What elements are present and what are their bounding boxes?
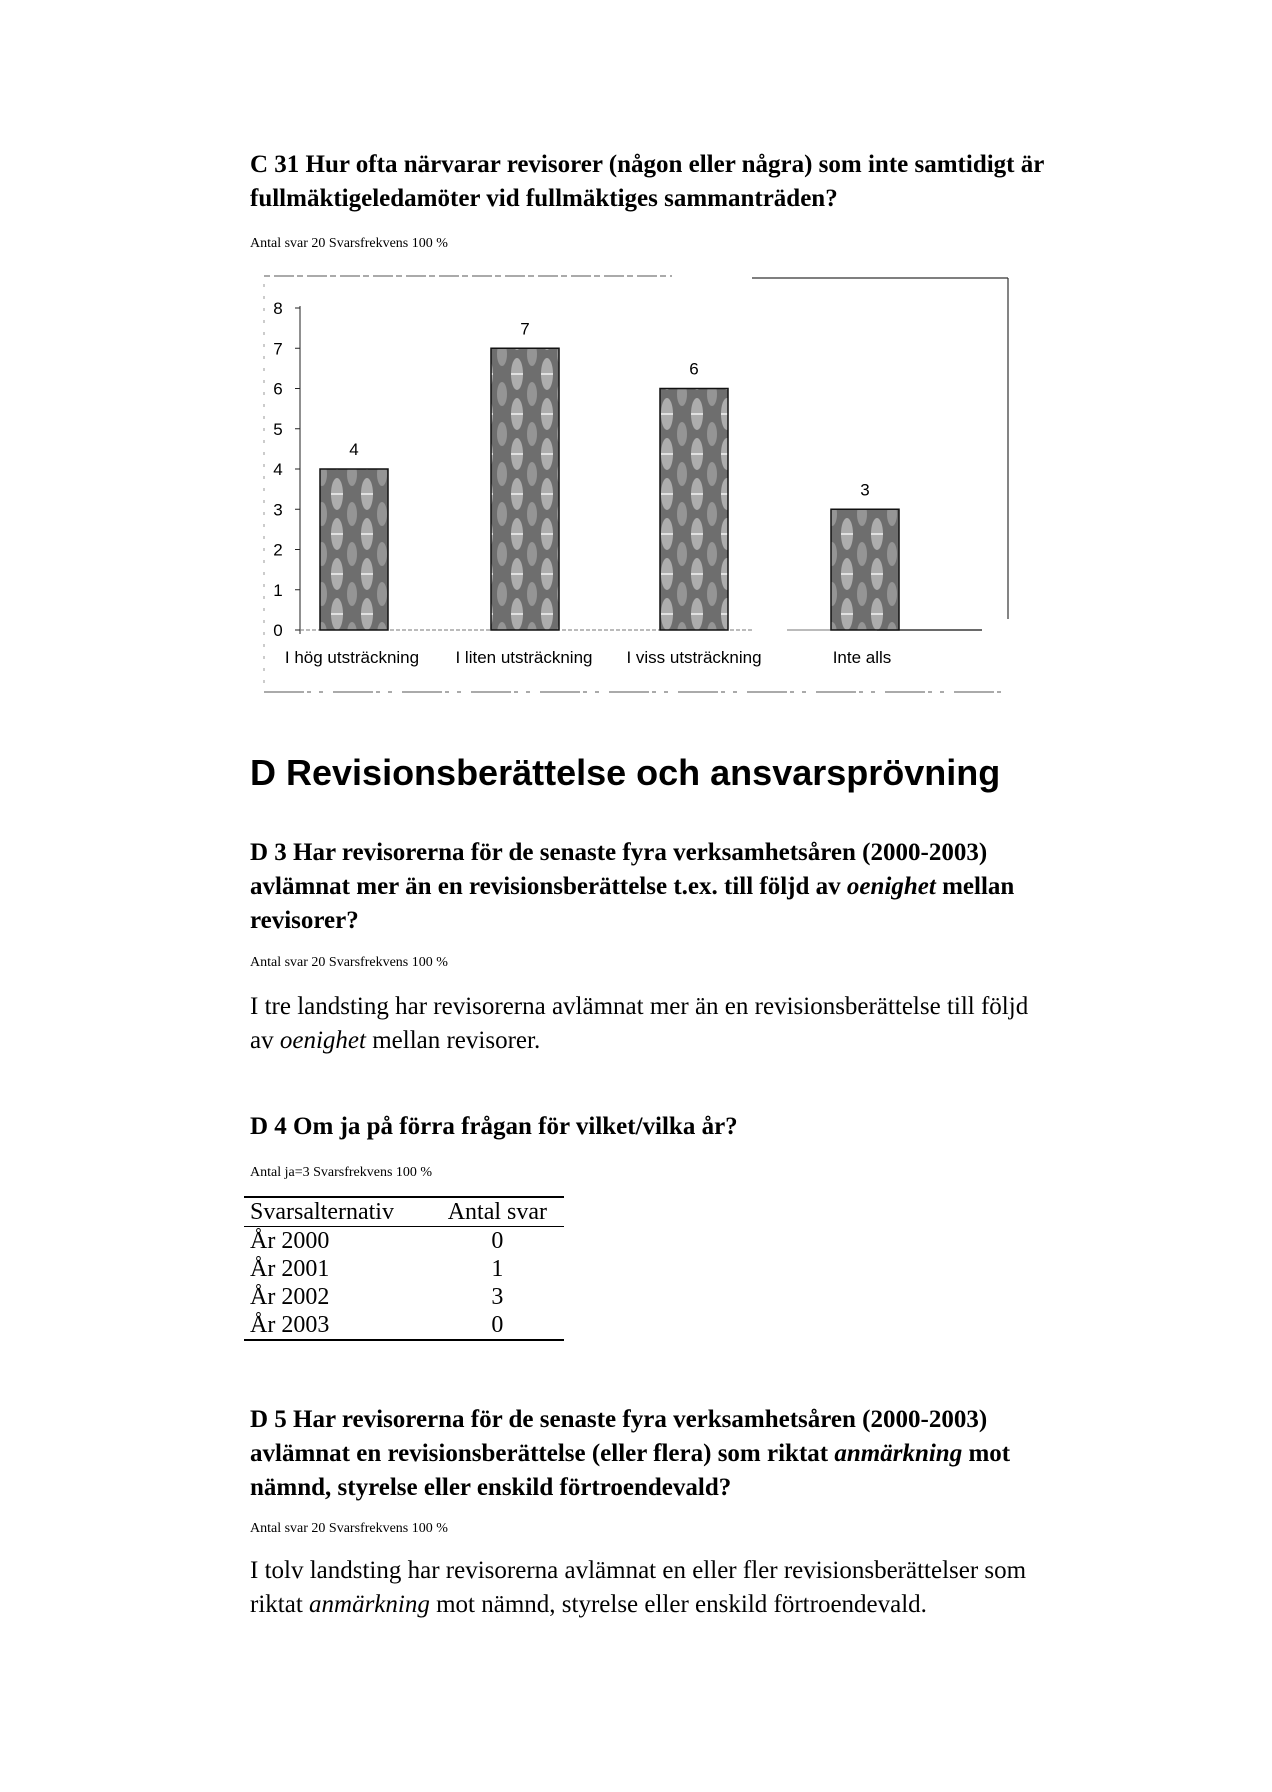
table-row <box>244 1255 564 1283</box>
question-d5-title-line2-part2: mot <box>962 1440 1011 1467</box>
question-c31-title <box>250 148 1150 216</box>
y-tick-label: 3 <box>273 500 283 520</box>
y-tick-label: 1 <box>273 580 283 600</box>
question-d5-answer <box>250 1554 1150 1622</box>
question-d5-title-line3: nämnd, styrelse eller enskild förtroendevald? <box>250 1474 732 1501</box>
table-row <box>244 1311 564 1340</box>
question-d5-meta: Antal svar 20 Svarsfrekvens 100 % <box>250 1521 448 1536</box>
category-label: I viss utsträckning <box>626 648 762 667</box>
question-d3-title-emphasis: oenighet <box>846 873 936 900</box>
question-d3-title-line2-part1: avlämnat mer än en revisionsberättelse t.ex. till följd av <box>250 873 847 900</box>
question-d3-title-line3: revisorer? <box>250 907 359 934</box>
y-tick-label: 4 <box>273 460 283 479</box>
answers-table-header-row <box>244 1197 564 1227</box>
bar-chart-svg <box>262 274 1010 694</box>
table-cell-count: 0 <box>491 1228 504 1254</box>
table-cell-count: 3 <box>491 1284 504 1310</box>
question-d5-title-line2 <box>250 1437 1150 1471</box>
bar-1 <box>320 469 388 630</box>
y-tick-label: 5 <box>273 419 283 439</box>
y-tick-label: 7 <box>273 339 283 359</box>
question-d3-title-line1: D 3 Har revisorerna för de senaste fyra verksamhetsåren (2000-2003) <box>250 839 988 866</box>
question-c31-title-line1: C 31 Hur ofta närvarar revisorer (någon eller några) som inte samtidigt är <box>250 151 1045 178</box>
question-d5-title-line1: D 5 Har revisorerna för de senaste fyra verksamhetsåren (2000-2003) <box>250 1406 988 1433</box>
question-d4-title: D 4 Om ja på förra frågan för vilket/vilka år? <box>250 1113 738 1140</box>
bar-4 <box>831 509 899 630</box>
table-cell-option: År 2001 <box>250 1256 330 1282</box>
question-d3-title-line2 <box>250 870 1150 904</box>
table-cell-count: 0 <box>491 1312 504 1338</box>
bar-value-label: 7 <box>520 319 530 339</box>
question-d5-answer-line2-part2: mot nämnd, styrelse eller enskild förtroendevald. <box>429 1591 927 1618</box>
question-d5-title <box>250 1403 1150 1505</box>
category-label: Inte alls <box>832 648 892 667</box>
question-d4-meta: Antal ja=3 Svarsfrekvens 100 % <box>250 1165 433 1180</box>
table-cell-count: 1 <box>491 1256 504 1282</box>
bar-value-label: 3 <box>860 480 870 500</box>
question-d3-answer-line2-part1: av <box>250 1027 280 1054</box>
question-d5-title-emphasis: anmärkning <box>834 1440 963 1467</box>
y-tick-label: 0 <box>273 621 283 640</box>
question-d5-title-line2-part1: avlämnat en revisionsberättelse (eller flera) som riktat <box>250 1440 835 1467</box>
question-d3-title <box>250 836 1150 938</box>
answers-table <box>244 1196 564 1341</box>
y-tick-label: 6 <box>273 379 283 399</box>
category-label: I hög utsträckning <box>284 648 420 667</box>
question-d3-title-line2-part2: mellan <box>935 873 1015 900</box>
answers-table-header-count: Antal svar <box>447 1199 548 1225</box>
question-d3-answer-line2-part2: mellan revisorer. <box>365 1027 541 1054</box>
table-cell-option: År 2003 <box>250 1312 330 1338</box>
bar-2 <box>491 348 559 630</box>
question-c31-title-line2: fullmäktigeledamöter vid fullmäktiges sammanträden? <box>250 185 838 212</box>
category-label: I liten utsträckning <box>455 648 593 667</box>
table-cell-option: År 2000 <box>250 1228 330 1254</box>
section-d-heading: D Revisionsberättelse och ansvarsprövning <box>250 752 1001 793</box>
question-d5-answer-line2 <box>250 1588 1150 1622</box>
question-d5-answer-line2-part1: riktat <box>250 1591 310 1618</box>
bar-value-label: 6 <box>689 359 699 379</box>
table-row <box>244 1283 564 1311</box>
y-tick-label: 2 <box>273 540 283 560</box>
answers-table-header-option: Svarsalternativ <box>250 1199 394 1225</box>
question-d3-meta: Antal svar 20 Svarsfrekvens 100 % <box>250 955 448 970</box>
question-d3-answer <box>250 990 1150 1058</box>
question-c31-meta: Antal svar 20 Svarsfrekvens 100 % <box>250 236 448 251</box>
bar-chart-c31 <box>262 274 1010 694</box>
bar-value-label: 4 <box>349 440 359 459</box>
question-d3-answer-line1: I tre landsting har revisorerna avlämnat mer än en revisionsberättelse till följd <box>250 993 1029 1020</box>
table-cell-option: År 2002 <box>250 1284 330 1310</box>
question-d5-answer-line1: I tolv landsting har revisorerna avlämnat en eller fler revisionsberättelser som <box>250 1557 1027 1584</box>
question-d3-answer-emphasis: oenighet <box>279 1027 366 1054</box>
y-tick-label: 8 <box>273 299 283 318</box>
table-row <box>244 1227 564 1256</box>
question-d3-answer-line2 <box>250 1024 1150 1058</box>
question-d5-answer-emphasis: anmärkning <box>309 1591 430 1618</box>
bar-3 <box>660 389 728 631</box>
